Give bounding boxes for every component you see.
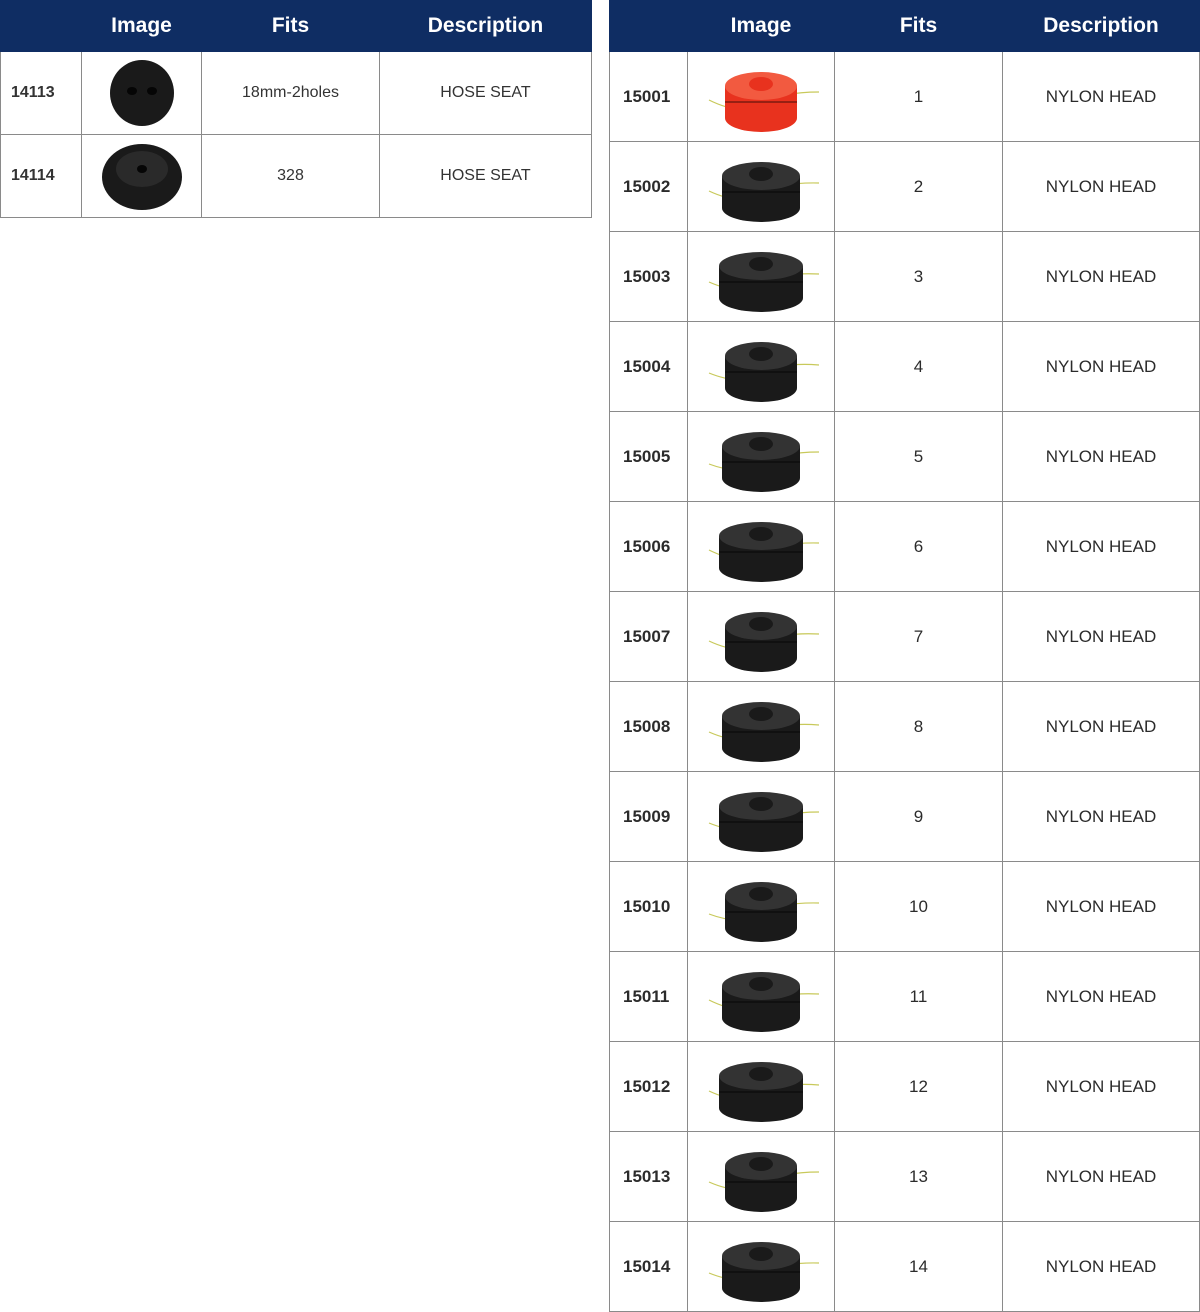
product-code: 15006 (610, 502, 688, 592)
fits-value: 5 (835, 412, 1003, 502)
table-row (610, 772, 1200, 862)
description-value: NYLON HEAD (1003, 52, 1200, 142)
description-value: NYLON HEAD (1003, 952, 1200, 1042)
nylon-head-black-image (701, 1136, 821, 1218)
product-image-cell (688, 142, 835, 232)
table-row (610, 682, 1200, 772)
hose-seat-table (0, 0, 592, 218)
nylon-head-red-image (701, 56, 821, 138)
description-value: NYLON HEAD (1003, 322, 1200, 412)
product-code: 15001 (610, 52, 688, 142)
product-code: 15012 (610, 1042, 688, 1132)
description-value: HOSE SEAT (380, 135, 592, 218)
nylon-head-black-image (701, 596, 821, 678)
product-image-cell (688, 322, 835, 412)
description-value: NYLON HEAD (1003, 682, 1200, 772)
product-image-cell (688, 1132, 835, 1222)
nylon-head-black-image (701, 866, 821, 948)
description-value: NYLON HEAD (1003, 592, 1200, 682)
product-code: 15014 (610, 1222, 688, 1312)
hose-seat-2holes-image (82, 52, 202, 134)
description-value: NYLON HEAD (1003, 142, 1200, 232)
product-image-cell (688, 232, 835, 322)
product-code: 15008 (610, 682, 688, 772)
product-image-cell (688, 1222, 835, 1312)
product-code: 15013 (610, 1132, 688, 1222)
table-row (610, 502, 1200, 592)
fits-value: 1 (835, 52, 1003, 142)
table-row (610, 862, 1200, 952)
table-row (610, 322, 1200, 412)
table-row (610, 142, 1200, 232)
table-row (610, 952, 1200, 1042)
fits-value: 2 (835, 142, 1003, 232)
product-image-cell (688, 682, 835, 772)
fits-value: 13 (835, 1132, 1003, 1222)
fits-value: 3 (835, 232, 1003, 322)
product-image-cell (688, 502, 835, 592)
header-fits: Fits (835, 1, 1003, 52)
nylon-head-black-image (701, 776, 821, 858)
description-value: NYLON HEAD (1003, 502, 1200, 592)
nylon-head-black-image (701, 326, 821, 408)
description-value: NYLON HEAD (1003, 232, 1200, 322)
description-value: NYLON HEAD (1003, 412, 1200, 502)
product-image-cell (688, 1042, 835, 1132)
nylon-head-black-image (701, 956, 821, 1038)
hose-seat-round-image (82, 135, 202, 217)
table-row (610, 1222, 1200, 1312)
table-row (610, 412, 1200, 502)
product-code: 15002 (610, 142, 688, 232)
product-code: 15005 (610, 412, 688, 502)
product-image-cell (82, 52, 202, 135)
nylon-head-black-image (701, 416, 821, 498)
nylon-head-table (609, 0, 1200, 1312)
description-value: NYLON HEAD (1003, 1042, 1200, 1132)
nylon-head-black-image (701, 1226, 821, 1308)
product-code: 15007 (610, 592, 688, 682)
product-code: 15011 (610, 952, 688, 1042)
description-value: NYLON HEAD (1003, 862, 1200, 952)
fits-value: 328 (202, 135, 380, 218)
table-row (610, 232, 1200, 322)
product-code: 14113 (1, 52, 82, 135)
fits-value: 10 (835, 862, 1003, 952)
header-image: Image (82, 1, 202, 52)
nylon-head-black-image (701, 686, 821, 768)
header-image: Image (688, 1, 835, 52)
product-image-cell (688, 412, 835, 502)
description-value: HOSE SEAT (380, 52, 592, 135)
fits-value: 14 (835, 1222, 1003, 1312)
header-fits: Fits (202, 1, 380, 52)
nylon-head-black-image (701, 146, 821, 228)
table-row (610, 592, 1200, 682)
fits-value: 8 (835, 682, 1003, 772)
product-code: 15004 (610, 322, 688, 412)
table-row (1, 135, 592, 218)
product-code: 15009 (610, 772, 688, 862)
product-image-cell (688, 52, 835, 142)
product-image-cell (688, 772, 835, 862)
nylon-head-black-image (701, 506, 821, 588)
description-value: NYLON HEAD (1003, 1222, 1200, 1312)
nylon-head-black-image (701, 1046, 821, 1128)
table-row (610, 1132, 1200, 1222)
fits-value: 11 (835, 952, 1003, 1042)
product-image-cell (688, 592, 835, 682)
product-image-cell (82, 135, 202, 218)
table-row (610, 1042, 1200, 1132)
header-description: Description (1003, 1, 1200, 52)
description-value: NYLON HEAD (1003, 1132, 1200, 1222)
fits-value: 12 (835, 1042, 1003, 1132)
fits-value: 7 (835, 592, 1003, 682)
fits-value: 18mm-2holes (202, 52, 380, 135)
header-code (610, 1, 688, 52)
fits-value: 6 (835, 502, 1003, 592)
product-image-cell (688, 862, 835, 952)
description-value: NYLON HEAD (1003, 772, 1200, 862)
product-image-cell (688, 952, 835, 1042)
product-code: 15010 (610, 862, 688, 952)
product-code: 15003 (610, 232, 688, 322)
table-row (610, 52, 1200, 142)
table-row (1, 52, 592, 135)
header-description: Description (380, 1, 592, 52)
nylon-head-black-image (701, 236, 821, 318)
fits-value: 4 (835, 322, 1003, 412)
header-code (1, 1, 82, 52)
product-code: 14114 (1, 135, 82, 218)
fits-value: 9 (835, 772, 1003, 862)
